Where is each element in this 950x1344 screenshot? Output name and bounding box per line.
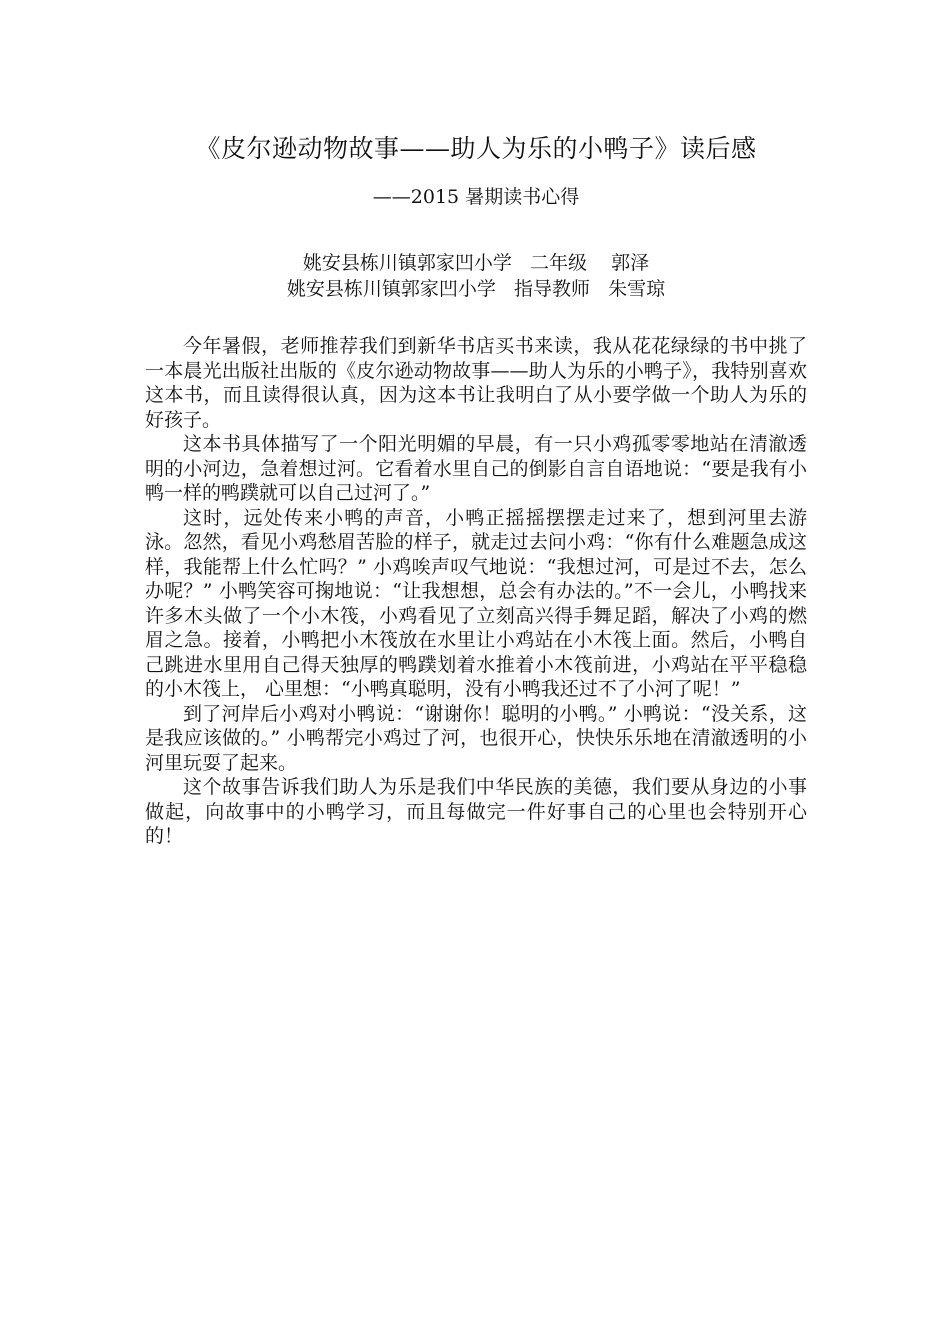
paragraph: 这本书具体描写了一个阳光明媚的早晨，有一只小鸡孤零零地站在清澈透明的小河边，急着想过河。它看着水里自己的倒影自言自语地说：“要是我有小鸭一样的鸭蹼就可以自己过河了。”: [145, 433, 807, 504]
document-page: [145, 130, 807, 849]
document-subtitle: ——2015 暑期读书心得: [372, 186, 580, 208]
paragraph: 这时，远处传来小鸭的声音，小鸭正摇摇摆摆走过来了，想到河里去游泳。忽然，看见小鸡愁眉苦脸的样子，就走过去问小鸡：“你有什么难题急成这样，我能帮上什么忙吗？” 小鸡唉声叹气地说：“我想过河，可是过不去，怎么办呢？” 小鸭笑容可掬地说：“让我想想，总会有办法的。”不一会儿，小鸭找来许多木头做了一个小木筏，小鸡看见了立刻高兴得手舞足蹈，解决了小鸡的燃眉之急。接着，小鸭把小木筏放在水里让小鸡站在小木筏上面。然后，小鸭自己跳进水里用自己得天独厚的鸭蹼划着水推着小木筏前进，小鸡站在平平稳稳的小木筏上， 心里想：“小鸭真聪明，没有小鸭我还过不了小河了呢！”: [145, 506, 807, 700]
document-title: 《皮尔逊动物故事——助人为乐的小鸭子》读后感: [195, 134, 757, 163]
author-line-teacher: 姚安县栋川镇郭家凹小学 指导教师 朱雪琼: [286, 278, 666, 300]
essay-body: [145, 334, 807, 849]
paragraph: 到了河岸后小鸡对小鸭说：“谢谢你！聪明的小鸭。” 小鸭说：“没关系，这是我应该做的。” 小鸭帮完小鸡过了河，也很开心，快快乐乐地在清澈透明的小河里玩耍了起来。: [145, 702, 807, 774]
author-block: [145, 250, 807, 302]
author-line-student: 姚安县栋川镇郭家凹小学 二年级 郭泽: [302, 252, 650, 274]
paragraph: 这个故事告诉我们助人为乐是我们中华民族的美德，我们要从身边的小事做起，向故事中的小鸭学习，而且每做完一件好事自己的心里也会特别开心的！: [145, 776, 807, 847]
paragraph: 今年暑假，老师推荐我们到新华书店买书来读，我从花花绿绿的书中挑了一本晨光出版社出版的《皮尔逊动物故事——助人为乐的小鸭子》，我特别喜欢这本书，而且读得很认真，因为这本书让我明白了从小要学做一个助人为乐的好孩子。: [145, 335, 807, 431]
